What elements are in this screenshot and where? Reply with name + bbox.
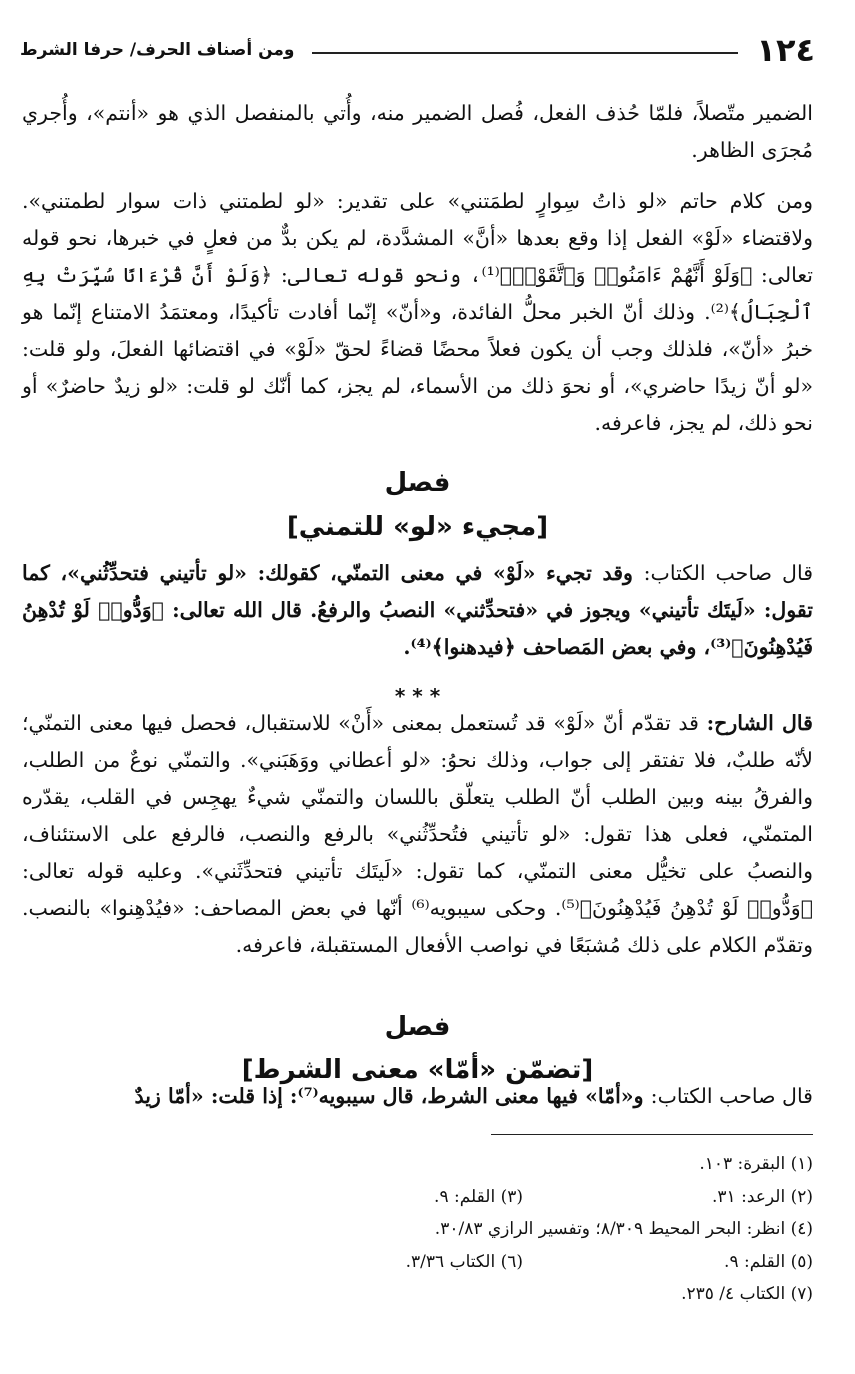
footnote-5: (٥) القلم: ٩.: [724, 1251, 813, 1272]
paragraph-body: و«أمّا» فيها معنى الشرط، قال سيبويه⁽⁷⁾: إذا قلت: «أمّا زيدٌ: [134, 1084, 651, 1108]
page-number: ١٢٤: [756, 31, 815, 69]
section-separator: * * *: [394, 684, 441, 708]
section-subtitle-1: [مجيء «لو» للتمني]: [286, 512, 549, 542]
paragraph-body: وقد تجيء «لَوْ» في معنى التمنّي، كقولك: «لو تأتيني فتحدِّثُني»، كما تقول: «لَيتَك تأتيني» ويجوز في «فتحدِّثني» النصبُ والرفعُ. قال الله تعالى: ﴿وَدُّوا۟ لَوْ تُدْهِنُ فَيُدْهِنُونَ﴾⁽³⁾، وفي بعض المَصاحف ﴿فيدهنوا﴾⁽⁴⁾.: [22, 561, 813, 659]
paragraph-text: [22, 555, 813, 666]
paragraph-body: قد تقدّم أنّ «لَوْ» قد تُستعمل بمعنى «أَنْ» للاستقبال، فحصل فيها معنى التمنّي؛ لأنّه طلبٌ، فلا تفتقر إلى جواب، وذلك نحوُ: «لو أعطاني ووَهَبَني». والتمنّي نوعٌ من الطلب، والفرقُ بينه وبين الطلب أنّ الطلب يتعلّق باللسان والتمنّي شيءٌ يهجِس في القلب، يقدّره المتمنّي، فعلى هذا تقول: «لو تأتيني فتُحدِّثُني» بالرفع والنصب، فالرفع على الاستئناف، والنصبُ على تخيُّل معنى التمنّي، كما تقول: «لَيتَك تأتيني فتحدِّثَني». وعليه قوله تعالى: ﴿وَدُّوا۟ لَوْ تُدْهِنُ فَيُدْهِنُونَ﴾⁽⁵⁾. وحكى سيبويه⁽⁶⁾ أنّها في بعض المصاحف: «فيُدْهِنوا» بالنصب. وتقدّم الكلام على ذلك مُشبَعًا في نواصب الأفعال المستقبلة، فاعرفه.: [22, 711, 814, 957]
paragraph-lead: قال الشارح:: [706, 711, 813, 735]
footnote-row: [60, 1213, 813, 1246]
footnote-row: [60, 1246, 813, 1279]
paragraph-lead: قال صاحب الكتاب:: [650, 1084, 813, 1108]
paragraph-1: [22, 95, 813, 169]
footnote-2: (٢) الرعد: ٣١.: [712, 1186, 813, 1207]
paragraph-text: [22, 705, 813, 964]
section-title-1: فصل: [384, 468, 451, 498]
paragraph-text: الضمير متّصلاً، فلمّا حُذف الفعل، فُصل الضمير منه، وأُتي بالمنفصل الذي هو «أنتم»، وأُجري مُجرَى الظاهر.: [22, 101, 813, 162]
paragraph-5: [22, 1078, 813, 1115]
header-rule: [312, 52, 738, 54]
footnote-7: (٧) الكتاب ٤/ ٢٣٥.: [681, 1284, 813, 1304]
paragraph-text: ومن كلام حاتم «لو ذاتُ سِوارٍ لطمَتني» على تقدير: «لو لطمتني ذات سوار لطمتني». ولاقتضاء «لَوْ» الفعل إذا وقع بعدها «أنَّ» المشدَّدة، لم يكن بدٌّ من فعلٍ في خبرها، نحو قوله تعالى: ﴿وَلَوْ أَنَّهُمْ ءَامَنُوا۟ وَٱتَّقَوْا۟﴾⁽¹⁾، ونحو قوله تعالى: ﴿وَلَوْ أَنَّ قُرْءَانًا سُيِّرَتْ بِهِ ٱلْجِبَالُ﴾⁽²⁾. وذلك أنّ الخبر محلُّ الفائدة، و«أنّ» إنّما أفادت تأكيدًا، ومعتمَدُ الامتناع إنّما هو خبرُ «أنّ»، فلذلك وجب أن يكون فعلاً محضًا قضاءً لحقّ «لَوْ» في اقتضائها الفعلَ، ولو قلت: «لو أنّ زيدًا حاضري»، أو نحوَ ذلك من الأسماء، لم يجز، كما أنّك لو قلت: «لو زيدٌ حاضرٌ» أو نحو ذلك، لم يجز، فاعرفه.: [22, 189, 813, 435]
paragraph-3: [22, 555, 813, 666]
footnote-row: [60, 1278, 813, 1311]
footnote-6: (٦) الكتاب ٣/٣٦.: [405, 1251, 523, 1272]
footnotes: [60, 1148, 813, 1311]
running-title: ومن أصناف الحرف/ حرفا الشرط: [20, 40, 295, 60]
footnote-3: (٣) القلم: ٩.: [434, 1186, 523, 1207]
page-header: [20, 30, 815, 70]
paragraph-lead: قال صاحب الكتاب:: [643, 561, 813, 585]
footnote-1: (١) البقرة: ١٠٣.: [699, 1154, 813, 1174]
paragraph-text: [22, 1078, 813, 1115]
section-subtitle-2: [تضمّن «أمّا» معنى الشرط]: [241, 1055, 594, 1085]
paragraph-4: [22, 705, 813, 964]
paragraph-2: [22, 183, 813, 442]
footnote-rule: [491, 1134, 813, 1135]
footnote-row: [60, 1181, 813, 1214]
section-title-2: فصل: [384, 1012, 451, 1042]
footnote-row: [60, 1148, 813, 1181]
footnote-4: (٤) انظر: البحر المحيط ٨/٣٠٩؛ وتفسير الرازي ٣٠/٨٣.: [434, 1219, 813, 1239]
